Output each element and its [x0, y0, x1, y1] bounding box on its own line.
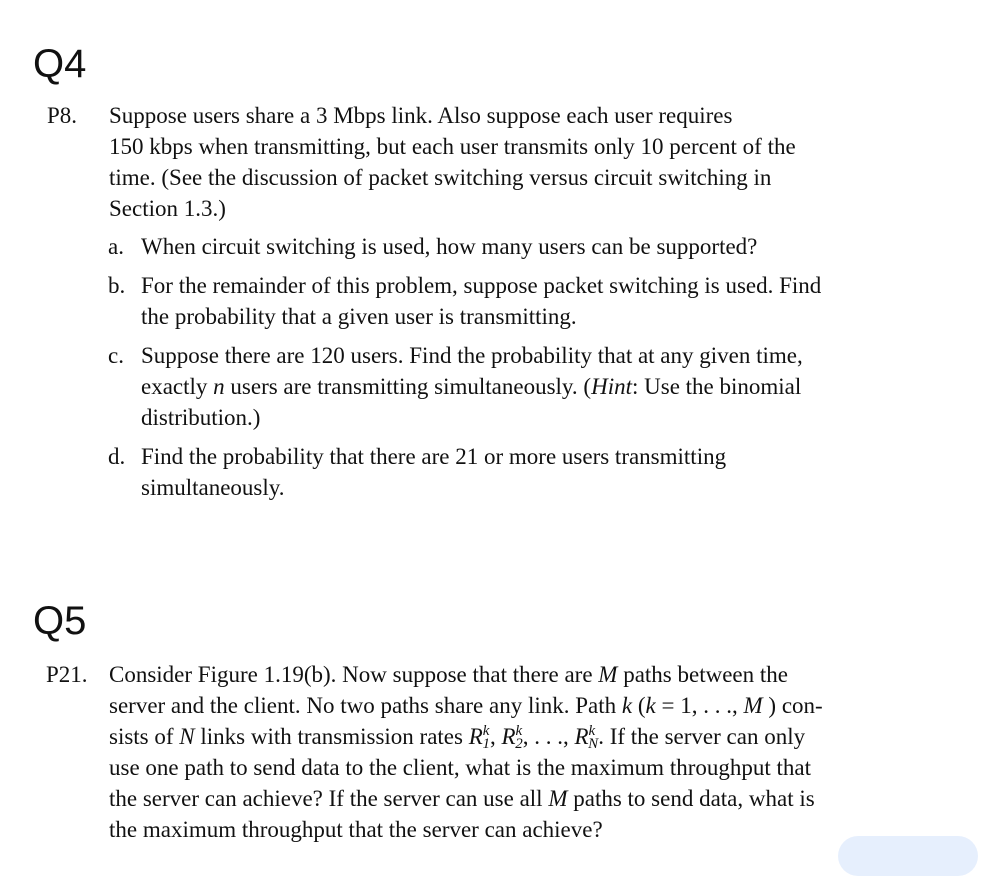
rate-superscript: k: [482, 723, 490, 739]
rate-superscript: k: [588, 723, 596, 739]
text-run: links with transmission rates: [194, 724, 469, 749]
text-run: Consider Figure 1.19(b). Now suppose that there are: [109, 662, 599, 687]
problem-text: [109, 659, 949, 845]
rate-superscript: k: [515, 723, 523, 739]
part-text: [141, 340, 941, 433]
variable-n: n: [213, 374, 225, 399]
rate-rn: [574, 723, 599, 752]
hint-label: Hint: [591, 374, 632, 399]
p21-line-6: the maximum throughput that the server can achieve?: [109, 817, 603, 842]
part-d-line-2: simultaneously.: [141, 475, 285, 500]
part-label: d.: [108, 444, 126, 469]
variable-k: k: [621, 693, 633, 718]
intro-line-4: Section 1.3.): [109, 196, 226, 221]
text-run: ,: [489, 724, 502, 749]
intro-line-2: 150 kbps when transmitting, but each user transmits only 10 percent of the: [109, 134, 796, 159]
part-c-line-2: [141, 371, 941, 402]
rate-symbol: R: [501, 724, 516, 749]
text-run: = 1, . . .,: [655, 693, 744, 718]
q4-heading: Q4: [33, 42, 87, 86]
p21-line-2: [109, 690, 949, 721]
text-run: , . . .,: [522, 724, 575, 749]
problem-intro: [109, 100, 949, 224]
variable-m: M: [548, 786, 568, 811]
part-label: b.: [108, 273, 126, 298]
part-d-line-1: Find the probability that there are 21 or more users transmitting: [141, 444, 727, 469]
part-label: a.: [108, 234, 124, 259]
text-run: users are transmitting simultaneously. (: [224, 374, 592, 399]
part-text: [141, 270, 941, 332]
variable-k: k: [645, 693, 656, 718]
text-run: exactly: [141, 374, 214, 399]
rate-subscript: N: [588, 736, 599, 752]
p21-line-4: use one path to send data to the client, what is the maximum throughput that: [109, 755, 811, 780]
p21-line-1: [109, 659, 949, 690]
text-run: . If the server can only: [598, 724, 806, 749]
problem-number: P21.: [46, 662, 88, 687]
part-b-line-2: the probability that a given user is transmitting.: [141, 304, 577, 329]
text-run: paths between the: [617, 662, 788, 687]
text-run: : Use the binomial: [632, 374, 802, 399]
text-run: paths to send data, what is: [567, 786, 815, 811]
part-b-line-1: For the remainder of this problem, suppose packet switching is used. Find: [141, 273, 822, 298]
problem-number: P8.: [47, 103, 78, 128]
text-run: sists of: [109, 724, 180, 749]
rate-subscript: 1: [482, 736, 490, 752]
part-text: [141, 441, 941, 503]
part-text: [141, 231, 941, 262]
variable-n: N: [179, 724, 195, 749]
part-c-line-3: distribution.): [141, 405, 261, 430]
part-a-line-1: When circuit switching is used, how many users can be supported?: [141, 234, 758, 259]
p21-line-5: [109, 783, 949, 814]
intro-line-1: Suppose users share a 3 Mbps link. Also suppose each user requires: [109, 103, 733, 128]
part-label: c.: [108, 343, 124, 368]
q5-heading: Q5: [33, 599, 87, 643]
text-run: the server can achieve? If the server can use all: [109, 786, 549, 811]
rate-r1: [468, 723, 490, 752]
rate-r2: [501, 723, 523, 752]
text-run: server and the client. No two paths share any link. Path: [109, 693, 622, 718]
text-run: ) con-: [762, 693, 823, 718]
p21-line-3: [109, 721, 949, 752]
floating-action-button[interactable]: [838, 836, 978, 876]
intro-line-3: time. (See the discussion of packet switching versus circuit switching in: [109, 165, 772, 190]
variable-m: M: [598, 662, 618, 687]
text-run: (: [632, 693, 646, 718]
variable-m: M: [743, 693, 763, 718]
part-c-line-1: Suppose there are 120 users. Find the probability that at any given time,: [141, 343, 803, 368]
rate-symbol: R: [574, 724, 589, 749]
rate-subscript: 2: [515, 736, 523, 752]
rate-symbol: R: [468, 724, 483, 749]
